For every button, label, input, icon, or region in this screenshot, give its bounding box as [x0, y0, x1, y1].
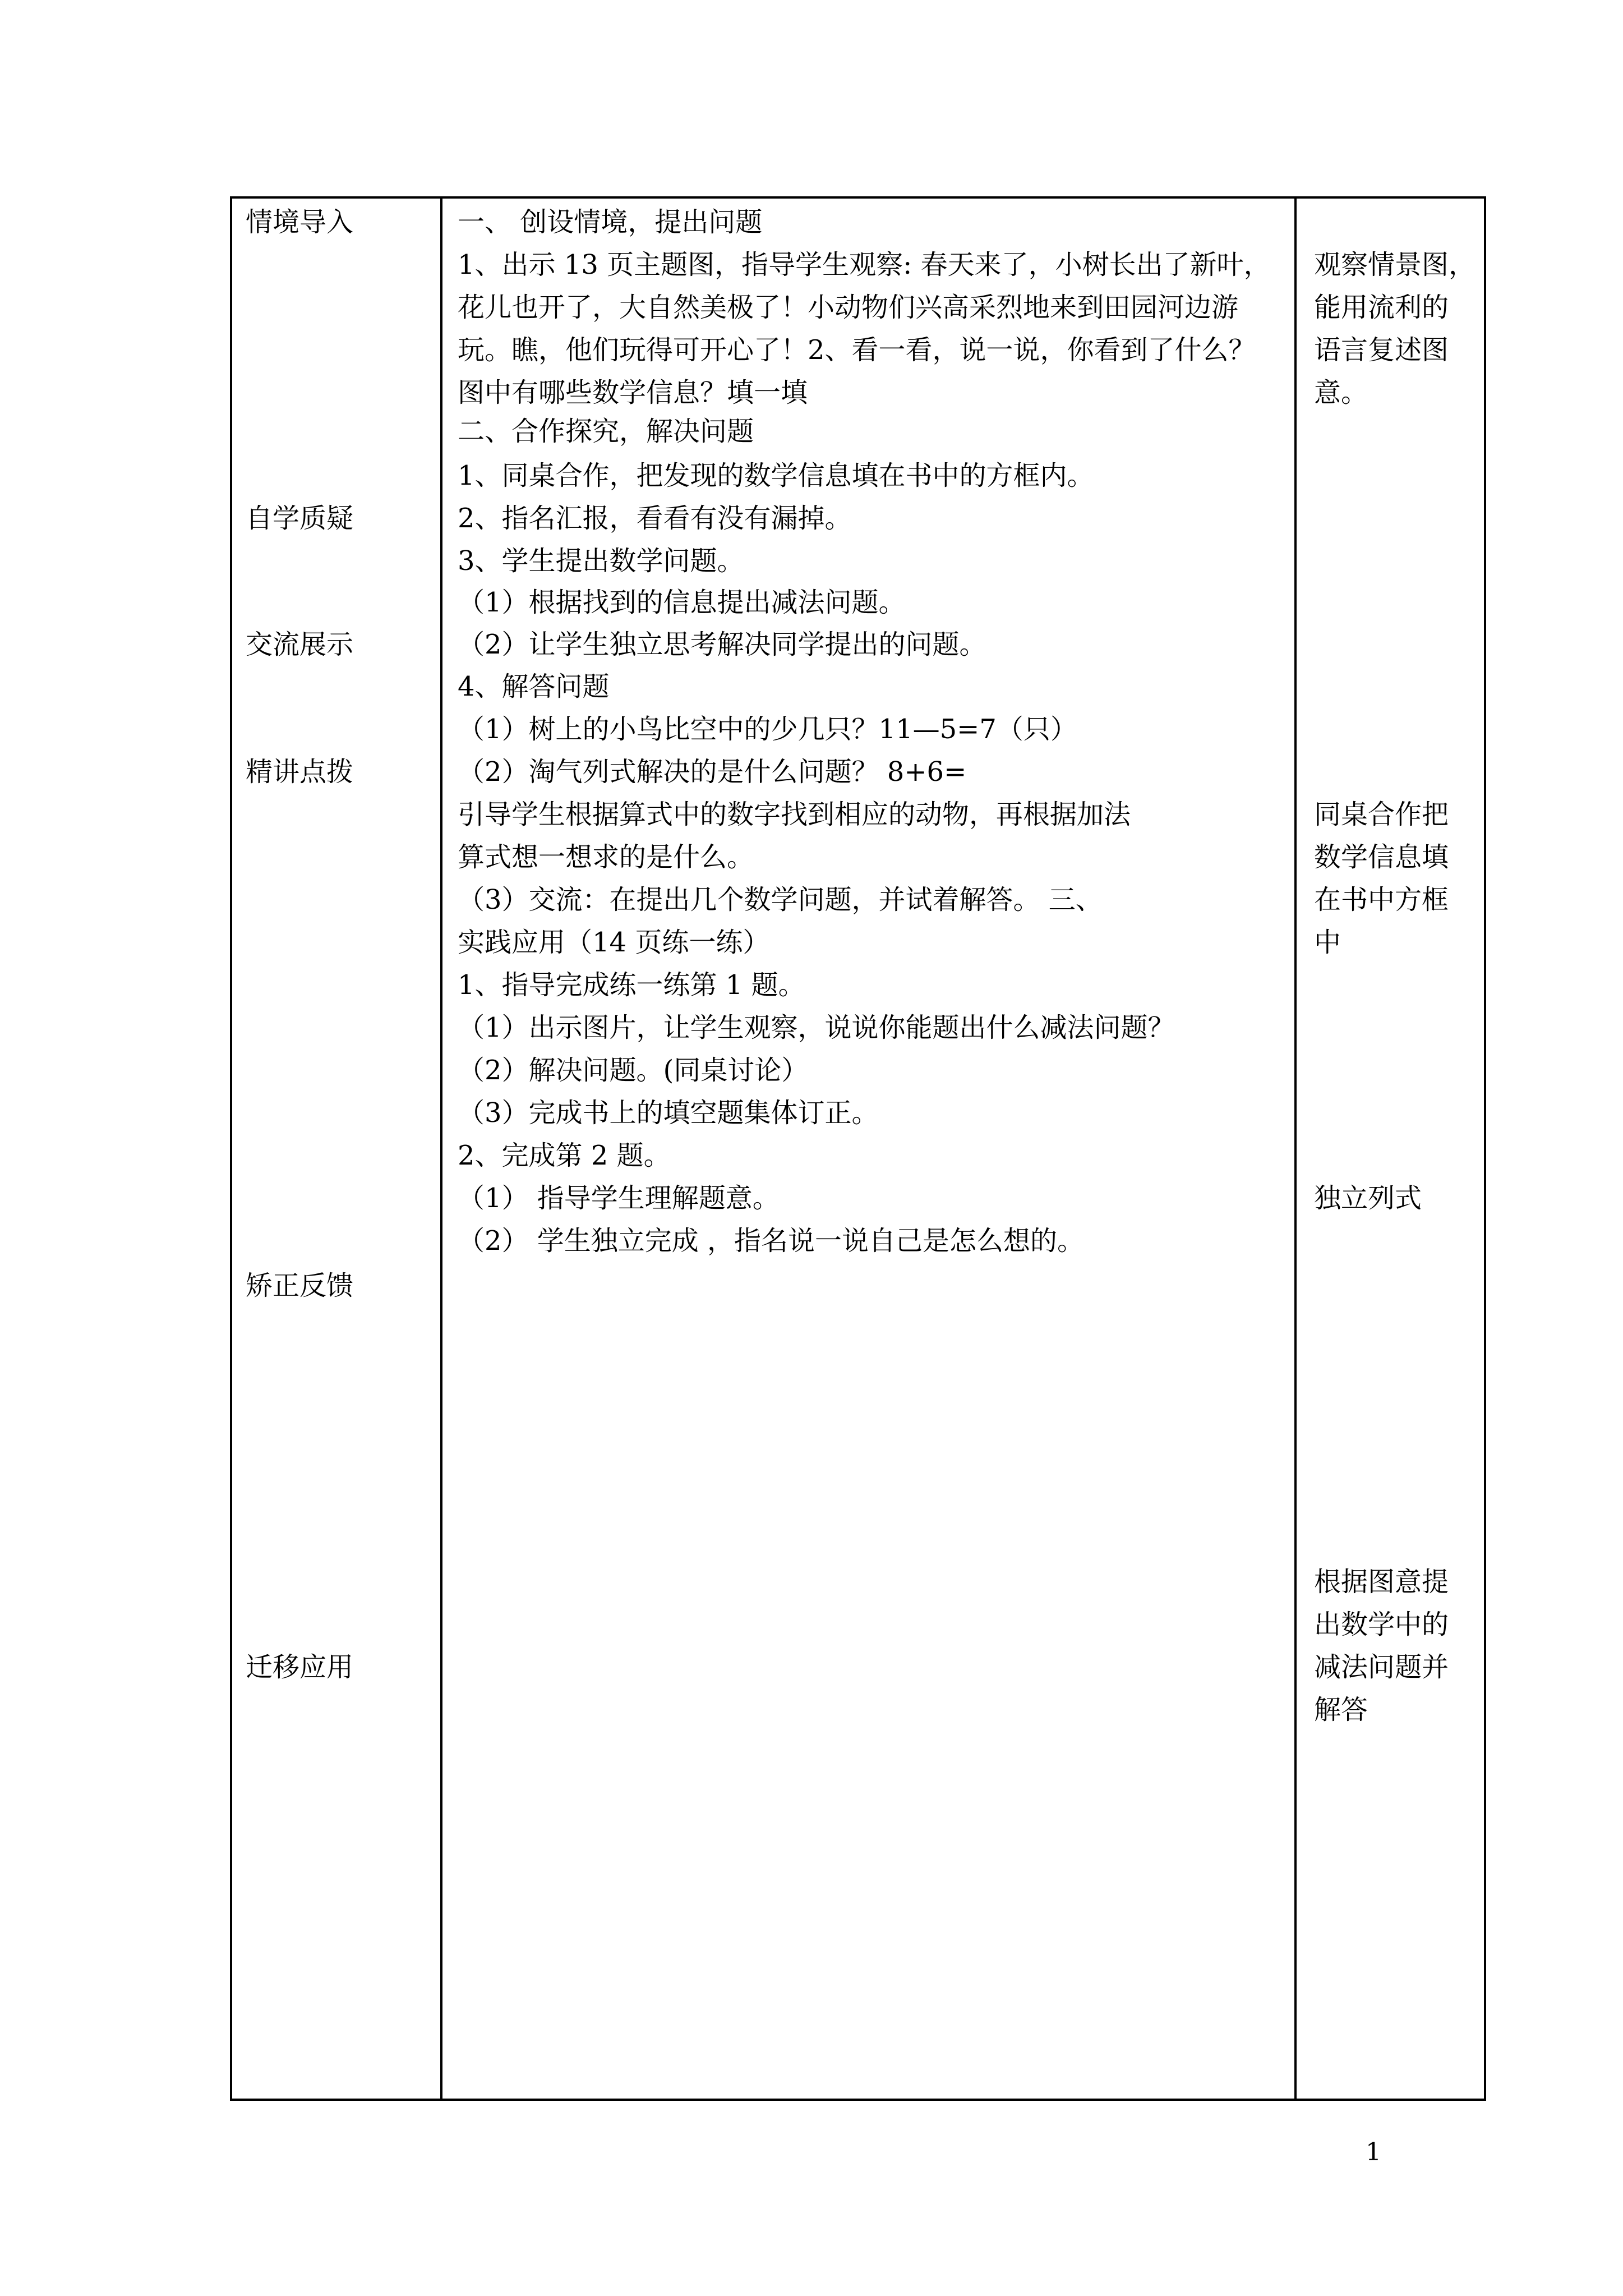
main-line: （2）让学生独立思考解决同学提出的问题。 [458, 629, 986, 660]
note-line: 独立列式 [1314, 1182, 1422, 1214]
note-line: 解答 [1314, 1694, 1368, 1726]
main-line: （2）解决问题。(同桌讨论） [458, 1055, 809, 1086]
label-situation-intro: 情境导入 [246, 206, 354, 238]
note-line: 中 [1314, 927, 1341, 958]
label-key-explanation: 精讲点拨 [246, 756, 354, 788]
main-line: （3）完成书上的填空题集体订正。 [458, 1097, 879, 1129]
main-line: （2）淘气列式解决的是什么问题？ 8+6= [458, 756, 967, 788]
note-line: 观察情景图， [1314, 249, 1476, 280]
column-divider-2 [1294, 196, 1297, 2101]
main-line: 1、指导完成练一练第 1 题。 [458, 969, 805, 1001]
note-line: 语言复述图 [1314, 334, 1449, 366]
main-line: （2） 学生独立完成 ，指名说一说自己是怎么想的。 [458, 1225, 1085, 1257]
main-line: 图中有哪些数学信息？填一填 [458, 377, 808, 408]
note-line: 同桌合作把 [1314, 799, 1449, 830]
main-line: 一、 创设情境，提出问题 [458, 206, 763, 238]
main-line: （1）树上的小鸟比空中的少几只？11—5=7（只） [458, 714, 1077, 745]
note-line: 减法问题并 [1314, 1651, 1449, 1683]
main-line: （1）出示图片，让学生观察，说说你能题出什么减法问题？ [458, 1012, 1175, 1043]
main-line: 花儿也开了，大自然美极了！小动物们兴高采烈地来到田园河边游 [458, 292, 1239, 323]
note-line: 根据图意提 [1314, 1566, 1449, 1598]
note-line: 意。 [1314, 377, 1368, 408]
main-line: 2、完成第 2 题。 [458, 1140, 671, 1171]
main-line: （1） 指导学生理解题意。 [458, 1182, 780, 1214]
main-line: 3、学生提出数学问题。 [458, 545, 744, 577]
main-line: 实践应用（14 页练一练） [458, 927, 770, 958]
main-line: 4、解答问题 [458, 671, 610, 702]
label-self-study: 自学质疑 [246, 503, 354, 534]
note-line: 数学信息填 [1314, 841, 1449, 873]
label-exchange-show: 交流展示 [246, 629, 354, 660]
main-line: 2、指名汇报，看看有没有漏掉。 [458, 503, 852, 534]
label-correction-feedback: 矫正反馈 [246, 1270, 354, 1301]
label-transfer-application: 迁移应用 [246, 1651, 354, 1683]
main-line: 二、合作探究，解决问题 [458, 416, 754, 447]
page-number: 1 [1366, 2138, 1381, 2166]
column-divider-1 [440, 196, 442, 2101]
main-line: 算式想一想求的是什么。 [458, 841, 754, 873]
main-line: 1、出示 13 页主题图，指导学生观察: 春天来了，小树长出了新叶， [458, 249, 1271, 280]
main-line: （3）交流：在提出几个数学问题，并试着解答。 三、 [458, 884, 1103, 915]
main-line: （1）根据找到的信息提出减法问题。 [458, 587, 906, 618]
note-line: 能用流利的 [1314, 292, 1449, 323]
main-line: 玩。瞧，他们玩得可开心了！2、看一看，说一说，你看到了什么？ [458, 334, 1256, 366]
note-line: 在书中方框 [1314, 884, 1449, 915]
main-line: 引导学生根据算式中的数字找到相应的动物，再根据加法 [458, 799, 1131, 830]
note-line: 出数学中的 [1314, 1609, 1449, 1640]
main-line: 1、同桌合作，把发现的数学信息填在书中的方框内。 [458, 460, 1094, 491]
